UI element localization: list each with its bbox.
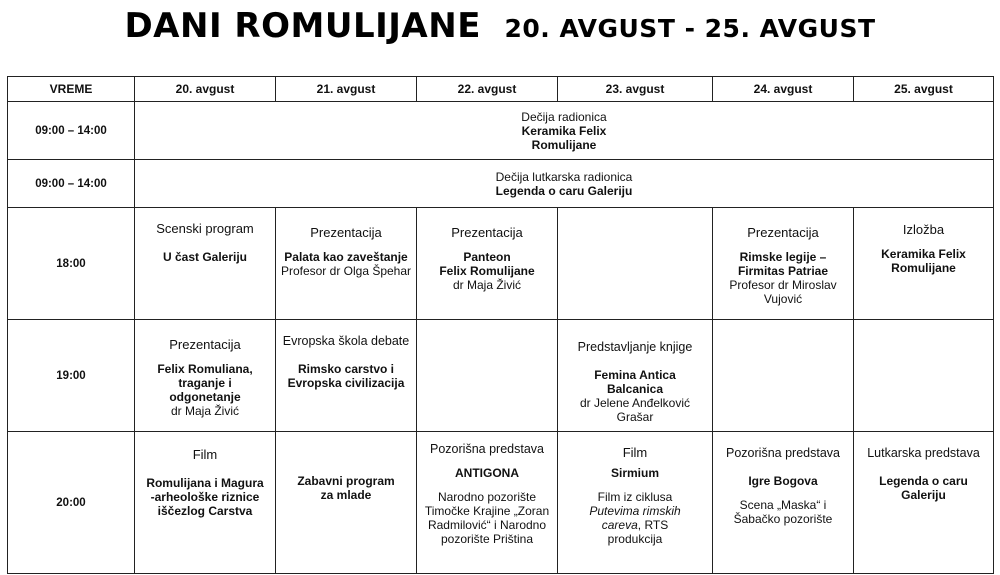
event-person: Profesor dr Olga Špehar (280, 264, 412, 278)
event-person: Grašar (616, 410, 654, 424)
event-cell (713, 432, 854, 574)
empty-cell (854, 320, 994, 432)
event-category: Predstavljanje knjige (577, 340, 693, 354)
event-title: Balcanica (606, 382, 664, 396)
time-cell: 19:00 (8, 320, 135, 432)
empty-cell (558, 208, 713, 320)
event-title: Zabavni program (297, 474, 395, 488)
event-info: Putevima rimskih (589, 504, 681, 518)
event-title: Romulijane (531, 137, 597, 152)
event-title: Rimsko carstvo i (297, 362, 395, 376)
event-info: Šabačko pozorište (733, 512, 833, 526)
event-title: Femina Antica (594, 368, 676, 382)
event-title: -arheološke riznice (150, 490, 260, 504)
header-time: VREME (8, 77, 135, 102)
event-category: Film (192, 447, 218, 462)
event-title: U čast Galeriju (162, 250, 248, 264)
event-title: Rimske legije – (739, 250, 827, 264)
header-day-20: 20. avgust (135, 77, 276, 102)
event-info: Narodno pozorište (437, 490, 537, 504)
event-title: Sirmium (610, 466, 659, 480)
event-cell (854, 208, 994, 320)
event-cell (417, 208, 558, 320)
event-title: Galeriju (901, 488, 946, 502)
event-category: Pozorišna predstava (430, 442, 544, 456)
event-category: Dečija lutkarska radionica (495, 169, 633, 184)
event-cell (135, 208, 276, 320)
event-category: Scenski program (156, 221, 254, 236)
event-title: Felix Romulijane (439, 264, 535, 278)
table-row (8, 102, 994, 160)
event-person: Vujović (763, 292, 803, 306)
event-title: Igre Bogova (748, 474, 818, 488)
event-info (561, 518, 709, 532)
table-row (8, 320, 994, 432)
event-category: Pozorišna predstava (726, 446, 840, 460)
event-title: iščezlog Carstva (157, 504, 253, 518)
festival-dates: 20. AVGUST - 25. AVGUST (504, 14, 876, 43)
event-cell (135, 320, 276, 432)
festival-name: DANI ROMULIJANE (124, 6, 481, 46)
event-title: ANTIGONA (455, 466, 519, 480)
event-category: Prezentacija (747, 225, 819, 240)
event-person: dr Maja Živić (170, 404, 239, 418)
event-cell (276, 208, 417, 320)
event-title: za mlade (320, 488, 372, 502)
event-info: Radmilović“ i Narodno (427, 518, 547, 532)
event-category: Evropska škola debate (282, 334, 410, 348)
event-info: Timočke Krajine „Zoran (424, 504, 550, 518)
event-cell (135, 102, 994, 160)
event-title: Felix Romuliana, (157, 362, 253, 376)
event-info-italic: careva (601, 518, 638, 532)
event-cell (713, 208, 854, 320)
event-cell (276, 432, 417, 574)
table-row (8, 160, 994, 208)
empty-cell (417, 320, 558, 432)
event-title: traganje i (178, 376, 232, 390)
time-cell: 18:00 (8, 208, 135, 320)
event-cell (276, 320, 417, 432)
event-title: Firmitas Patriae (737, 264, 829, 278)
empty-cell (713, 320, 854, 432)
event-title: Keramika Felix (521, 123, 607, 138)
event-person: dr Maja Živić (452, 278, 521, 292)
event-title: Panteon (463, 250, 511, 264)
event-category: Dečija radionica (521, 109, 607, 124)
event-cell (135, 432, 276, 574)
schedule-table (7, 76, 994, 574)
event-title: Keramika Felix (881, 247, 966, 261)
event-category: Prezentacija (169, 337, 241, 352)
event-info: pozorište Priština (440, 532, 534, 546)
table-row (8, 208, 994, 320)
header-day-25: 25. avgust (854, 77, 994, 102)
event-info: produkcija (607, 532, 663, 546)
event-cell (135, 160, 994, 208)
header-day-24: 24. avgust (713, 77, 854, 102)
event-person: dr Jelene Anđelković (579, 396, 691, 410)
event-title: Palata kao zaveštanje (284, 250, 408, 264)
event-title: Legenda o caru (879, 474, 968, 488)
event-category: Lutkarska predstava (867, 446, 980, 460)
time-cell: 20:00 (8, 432, 135, 574)
event-title: Romulijane (891, 261, 956, 275)
header-day-23: 23. avgust (558, 77, 713, 102)
header-day-22: 22. avgust (417, 77, 558, 102)
event-info: Film iz ciklusa (597, 490, 673, 504)
event-title: Legenda o caru Galeriju (495, 183, 633, 198)
header-row (8, 77, 994, 102)
event-cell (417, 432, 558, 574)
event-title: odgonetanje (169, 390, 241, 404)
event-cell (854, 432, 994, 574)
page-title (0, 6, 1000, 46)
event-category: Prezentacija (310, 225, 382, 240)
event-category: Izložba (902, 222, 945, 237)
event-title: Evropska civilizacija (287, 376, 405, 390)
event-info: Scena „Maska“ i (739, 498, 827, 512)
event-title: Romulijana i Magura (146, 476, 264, 490)
event-info-tail: , RTS (637, 518, 669, 532)
event-category: Prezentacija (451, 225, 523, 240)
event-cell (558, 432, 713, 574)
event-cell (558, 320, 713, 432)
header-day-21: 21. avgust (276, 77, 417, 102)
time-cell: 09:00 – 14:00 (8, 102, 135, 160)
event-person: Profesor dr Miroslav (729, 278, 837, 292)
time-cell: 09:00 – 14:00 (8, 160, 135, 208)
table-row (8, 432, 994, 574)
event-category: Film (622, 445, 648, 460)
